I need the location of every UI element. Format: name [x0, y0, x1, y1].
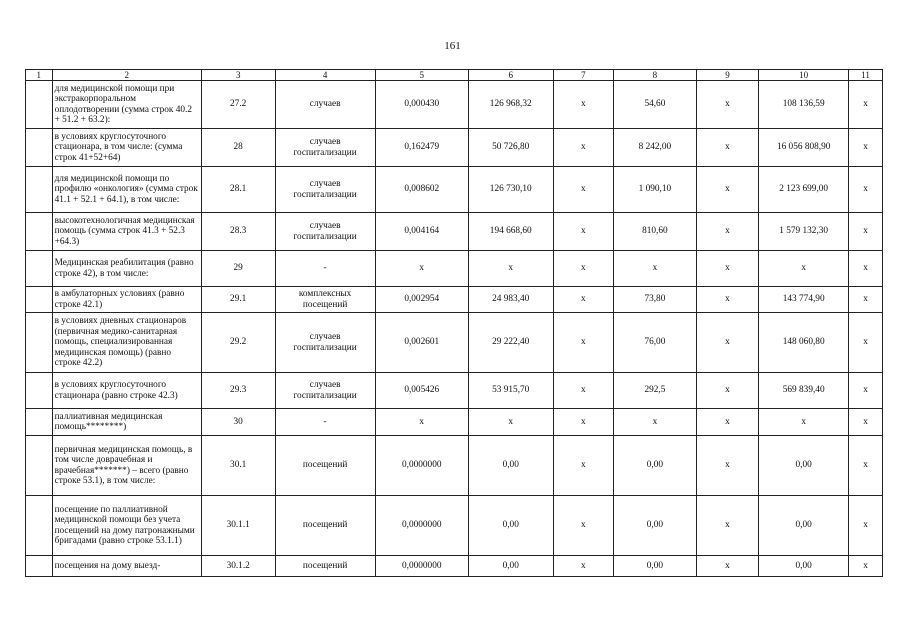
unit-cell: - [275, 409, 375, 436]
per-capita-cell: 0,00 [613, 556, 696, 577]
cost-cell: х [468, 409, 553, 436]
cell-col7: х [553, 373, 613, 409]
column-header: 9 [696, 70, 758, 81]
cell-col1 [26, 287, 53, 313]
per-capita-cell: 0,00 [613, 496, 696, 556]
per-capita-cell: 810,60 [613, 213, 696, 251]
norm-cell: 0,004164 [375, 213, 468, 251]
cell-col7: х [553, 409, 613, 436]
unit-cell: случаев госпитализации [275, 313, 375, 373]
norm-cell: 0,000430 [375, 81, 468, 129]
total-cell: 0,00 [759, 436, 849, 496]
row-description: для медицинской помощи при экстракорпоральном оплодотворении (сумма строк 40.2 + 51.2 + 63.2): [52, 81, 201, 129]
per-capita-cell: 76,00 [613, 313, 696, 373]
cell-col9: х [696, 373, 758, 409]
per-capita-cell: х [613, 251, 696, 287]
unit-cell: случаев госпитализации [275, 213, 375, 251]
cell-col9: х [696, 251, 758, 287]
table-row [26, 556, 883, 577]
per-capita-cell: 8 242,00 [613, 129, 696, 167]
unit-cell: посещений [275, 556, 375, 577]
row-code: 29.3 [201, 373, 275, 409]
cost-cell: 126 968,32 [468, 81, 553, 129]
total-cell: 2 123 699,00 [759, 167, 849, 213]
table-row [26, 496, 883, 556]
cell-col1 [26, 251, 53, 287]
unit-cell: посещений [275, 436, 375, 496]
per-capita-cell: 0,00 [613, 436, 696, 496]
cell-col9: х [696, 287, 758, 313]
cost-cell: 0,00 [468, 496, 553, 556]
cost-cell: 53 915,70 [468, 373, 553, 409]
per-capita-cell: х [613, 409, 696, 436]
cell-col7: х [553, 129, 613, 167]
row-code: 29 [201, 251, 275, 287]
column-header: 7 [553, 70, 613, 81]
row-description: в условиях круглосуточного стационара, в том числе: (сумма строк 41+52+64) [52, 129, 201, 167]
cell-col7: х [553, 496, 613, 556]
row-code: 29.2 [201, 313, 275, 373]
row-code: 30 [201, 409, 275, 436]
cell-col11: х [849, 129, 883, 167]
cost-cell: 24 983,40 [468, 287, 553, 313]
column-header: 3 [201, 70, 275, 81]
cell-col1 [26, 313, 53, 373]
row-description: в условиях круглосуточного стационара (равно строке 42.3) [52, 373, 201, 409]
row-description: для медицинской помощи по профилю «онкология» (сумма строк 41.1 + 52.1 + 64.1), в том числе: [52, 167, 201, 213]
total-cell: 108 136,59 [759, 81, 849, 129]
table-row [26, 313, 883, 373]
cell-col9: х [696, 81, 758, 129]
row-description: высокотехнологичная медицинская помощь (сумма строк 41.3 + 52.3 +64.3) [52, 213, 201, 251]
cell-col7: х [553, 313, 613, 373]
per-capita-cell: 1 090,10 [613, 167, 696, 213]
total-cell: 148 060,80 [759, 313, 849, 373]
row-description: посещение по паллиативной медицинской помощи без учета посещений на дому патронажными бригадами (равно строке 53.1.1) [52, 496, 201, 556]
cell-col7: х [553, 81, 613, 129]
row-description: паллиативная медицинская помощь********) [52, 409, 201, 436]
cost-cell: 29 222,40 [468, 313, 553, 373]
cost-cell: х [468, 251, 553, 287]
cell-col1 [26, 81, 53, 129]
norm-cell: 0,002601 [375, 313, 468, 373]
data-table [25, 69, 883, 577]
per-capita-cell: 54,60 [613, 81, 696, 129]
norm-cell: 0,005426 [375, 373, 468, 409]
cell-col11: х [849, 313, 883, 373]
cell-col9: х [696, 496, 758, 556]
row-code: 27.2 [201, 81, 275, 129]
cell-col11: х [849, 496, 883, 556]
cost-cell: 126 730,10 [468, 167, 553, 213]
cell-col11: х [849, 251, 883, 287]
column-header: 10 [759, 70, 849, 81]
column-header: 11 [849, 70, 883, 81]
norm-cell: 0,162479 [375, 129, 468, 167]
total-cell: 0,00 [759, 496, 849, 556]
cell-col9: х [696, 213, 758, 251]
cell-col1 [26, 496, 53, 556]
column-header: 1 [26, 70, 53, 81]
row-code: 28.3 [201, 213, 275, 251]
unit-cell: случаев госпитализации [275, 129, 375, 167]
cell-col1 [26, 373, 53, 409]
norm-cell: 0,008602 [375, 167, 468, 213]
table-row [26, 213, 883, 251]
cell-col11: х [849, 287, 883, 313]
table-row [26, 251, 883, 287]
header-row [26, 70, 883, 81]
cell-col1 [26, 556, 53, 577]
cell-col7: х [553, 287, 613, 313]
row-code: 29.1 [201, 287, 275, 313]
total-cell: 569 839,40 [759, 373, 849, 409]
column-header: 8 [613, 70, 696, 81]
cell-col11: х [849, 409, 883, 436]
cell-col1 [26, 436, 53, 496]
unit-cell: случаев [275, 81, 375, 129]
row-description: первичная медицинская помощь, в том числе доврачебная и врачебная*******) – всего (равно строке 53.1), в том числе: [52, 436, 201, 496]
row-description: посещения на дому выезд- [52, 556, 201, 577]
column-header: 2 [52, 70, 201, 81]
cell-col11: х [849, 373, 883, 409]
norm-cell: х [375, 409, 468, 436]
cell-col7: х [553, 167, 613, 213]
unit-cell: случаев госпитализации [275, 167, 375, 213]
norm-cell: 0,0000000 [375, 436, 468, 496]
column-header: 5 [375, 70, 468, 81]
row-code: 28.1 [201, 167, 275, 213]
column-header: 6 [468, 70, 553, 81]
cell-col9: х [696, 556, 758, 577]
cell-col11: х [849, 556, 883, 577]
unit-cell: посещений [275, 496, 375, 556]
table-row [26, 129, 883, 167]
unit-cell: случаев госпитализации [275, 373, 375, 409]
cell-col9: х [696, 129, 758, 167]
cost-cell: 50 726,80 [468, 129, 553, 167]
cell-col9: х [696, 167, 758, 213]
unit-cell: - [275, 251, 375, 287]
column-header: 4 [275, 70, 375, 81]
cell-col11: х [849, 81, 883, 129]
row-description: Медицинская реабилитация (равно строке 42), в том числе: [52, 251, 201, 287]
unit-cell: комплексных посещений [275, 287, 375, 313]
cell-col1 [26, 167, 53, 213]
total-cell: 1 579 132,30 [759, 213, 849, 251]
cell-col7: х [553, 213, 613, 251]
total-cell: 16 056 808,90 [759, 129, 849, 167]
table-row [26, 81, 883, 129]
cell-col9: х [696, 409, 758, 436]
row-code: 30.1 [201, 436, 275, 496]
cell-col7: х [553, 436, 613, 496]
table-row [26, 287, 883, 313]
norm-cell: 0,0000000 [375, 556, 468, 577]
cell-col7: х [553, 556, 613, 577]
cell-col9: х [696, 313, 758, 373]
cell-col11: х [849, 213, 883, 251]
total-cell: х [759, 409, 849, 436]
table-body [26, 81, 883, 577]
row-description: в условиях дневных стационаров (первичная медико-санитарная помощь, специализированная медицинская помощь) (равно строке 42.2) [52, 313, 201, 373]
cell-col11: х [849, 167, 883, 213]
cell-col7: х [553, 251, 613, 287]
row-code: 28 [201, 129, 275, 167]
table-row [26, 409, 883, 436]
total-cell: 143 774,90 [759, 287, 849, 313]
total-cell: х [759, 251, 849, 287]
cell-col9: х [696, 436, 758, 496]
table-row [26, 167, 883, 213]
cell-col11: х [849, 436, 883, 496]
cell-col1 [26, 409, 53, 436]
total-cell: 0,00 [759, 556, 849, 577]
norm-cell: 0,0000000 [375, 496, 468, 556]
norm-cell: 0,002954 [375, 287, 468, 313]
cost-cell: 194 668,60 [468, 213, 553, 251]
cell-col1 [26, 213, 53, 251]
per-capita-cell: 292,5 [613, 373, 696, 409]
per-capita-cell: 73,80 [613, 287, 696, 313]
row-description: в амбулаторных условиях (равно строке 42.1) [52, 287, 201, 313]
page-number: 161 [444, 40, 461, 52]
cost-cell: 0,00 [468, 436, 553, 496]
row-code: 30.1.2 [201, 556, 275, 577]
norm-cell: х [375, 251, 468, 287]
row-code: 30.1.1 [201, 496, 275, 556]
cell-col1 [26, 129, 53, 167]
cost-cell: 0,00 [468, 556, 553, 577]
table-row [26, 436, 883, 496]
table-row [26, 373, 883, 409]
